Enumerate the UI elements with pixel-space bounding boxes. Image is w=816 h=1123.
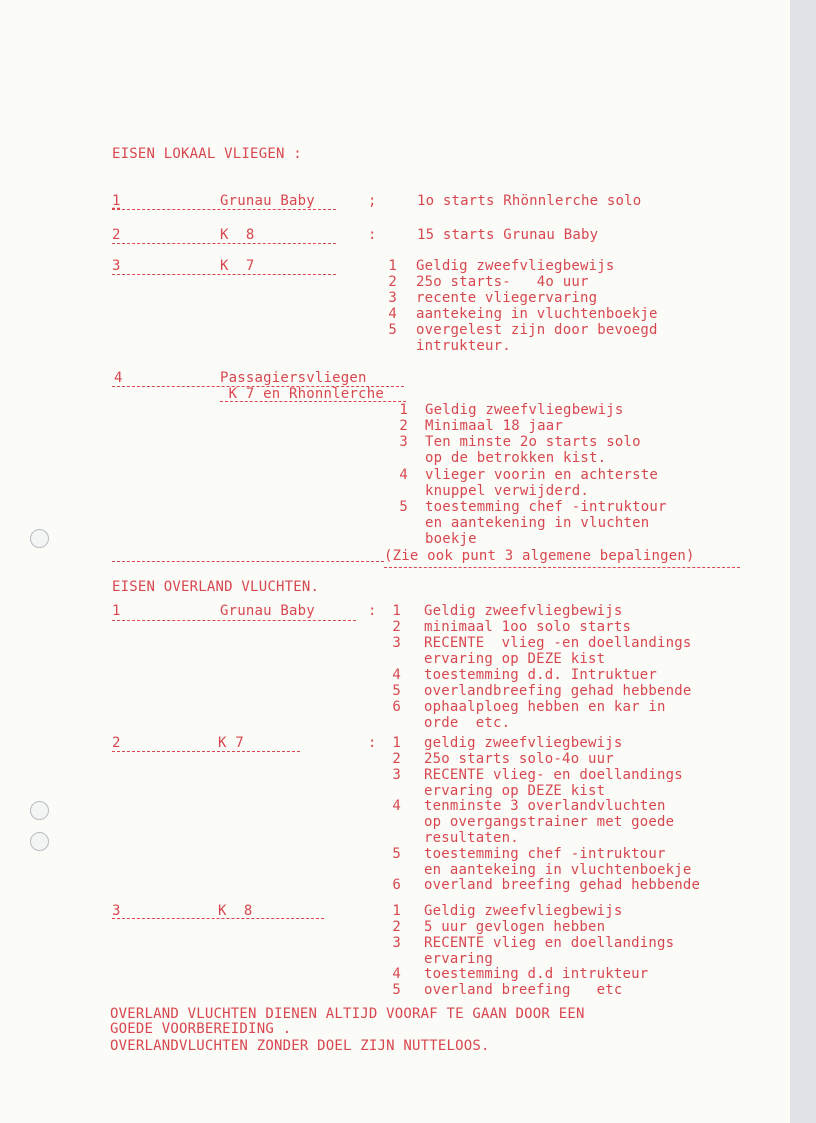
note-zie-ook: (Zie ook punt 3 algemene bepalingen) — [384, 548, 695, 564]
item-number: 1 — [399, 402, 408, 418]
requirement-text: RECENTE vlieg -en doellandings ervaring op DEZE kist — [424, 635, 692, 667]
aircraft-type: K 8 — [218, 903, 253, 919]
item-number: 6 — [392, 877, 401, 893]
item-number: 1 — [388, 258, 397, 274]
footer-line: OVERLAND VLUCHTEN DIENEN ALTIJD VOORAF TE GAAN DOOR EEN — [110, 1006, 585, 1022]
row-underline — [112, 918, 324, 919]
item-number: 3 — [388, 290, 397, 306]
row-number: 2 — [112, 227, 121, 243]
footer-line: OVERLANDVLUCHTEN ZONDER DOEL ZIJN NUTTELOOS. — [110, 1038, 490, 1054]
requirement-text: overland breefing gehad hebbende — [424, 877, 701, 893]
aircraft-type: Passagiersvliegen K 7 en Rhonnlerche — [220, 370, 384, 402]
separator: : — [368, 603, 377, 619]
item-number: 1 — [392, 603, 401, 619]
item-number: 3 — [392, 767, 401, 783]
row-underline — [112, 243, 336, 244]
requirement-text: toestemming chef -intruktour en aantekeing in vluchtenboekje — [424, 846, 692, 878]
requirement-text: 25o starts- 4o uur — [416, 274, 589, 290]
item-number: 4 — [392, 966, 401, 982]
row-underline — [112, 274, 336, 275]
row-underline — [112, 386, 404, 387]
item-number: 2 — [399, 418, 408, 434]
requirement-text: overlandbreefing gehad hebbende — [424, 683, 692, 699]
aircraft-type: K 7 — [218, 735, 244, 751]
aircraft-type: K 7 — [220, 258, 255, 274]
requirement-text: recente vliegervaring — [416, 290, 598, 306]
aircraft-type: K 8 — [220, 227, 255, 243]
item-number: 5 — [388, 322, 397, 338]
row-underline — [220, 401, 406, 402]
item-number: 4 — [399, 467, 408, 483]
row-number: 3 — [112, 903, 121, 919]
row-number: 2 — [112, 735, 121, 751]
item-number: 3 — [399, 434, 408, 450]
row-number: 3 — [112, 258, 121, 274]
requirement-text: ophaalploeg hebben en kar in orde etc. — [424, 699, 666, 731]
item-number: 3 — [392, 635, 401, 651]
separator: ; — [368, 193, 377, 209]
requirement-text: 25o starts solo-4o uur — [424, 751, 614, 767]
item-number: 3 — [392, 935, 401, 951]
requirement-text: RECENTE vlieg en doellandings ervaring — [424, 935, 675, 967]
aircraft-type: Grunau Baby — [220, 603, 315, 619]
requirement-text: 15 starts Grunau Baby — [417, 227, 599, 243]
requirement-text: overgelest zijn door bevoegd intrukteur. — [416, 322, 658, 354]
requirement-text: minimaal 1oo solo starts — [424, 619, 632, 635]
item-number: 6 — [392, 699, 401, 715]
requirement-text: toestemming d.d. Intruktuer — [424, 667, 657, 683]
item-number: 2 — [388, 274, 397, 290]
requirement-text: Geldig zweefvliegbewijs — [424, 603, 623, 619]
separator: : — [368, 227, 377, 243]
item-number: 2 — [392, 919, 401, 935]
requirement-text: Geldig zweefvliegbewijs — [416, 258, 615, 274]
requirement-text: tenminste 3 overlandvluchten op overgangstrainer met goede resultaten. — [424, 798, 675, 846]
item-number: 1 — [392, 735, 401, 751]
item-number: 4 — [388, 306, 397, 322]
item-number: 4 — [392, 667, 401, 683]
punch-hole-icon — [30, 529, 49, 548]
requirement-text: Geldig zweefvliegbewijs — [424, 903, 623, 919]
row-underline — [112, 620, 356, 621]
requirement-text: overland breefing etc — [424, 982, 623, 998]
footer-line: GOEDE VOORBEREIDING . — [110, 1021, 292, 1037]
section-title: EISEN OVERLAND VLUCHTEN. — [112, 579, 320, 595]
item-number: 4 — [392, 798, 401, 814]
dashed-separator — [384, 567, 740, 568]
requirement-text: toestemming chef -intruktour en aantekening in vluchten boekje — [425, 499, 667, 547]
item-number: 5 — [392, 982, 401, 998]
row-number: 1 — [112, 193, 121, 209]
row-underline — [112, 751, 300, 752]
dashed-separator — [112, 561, 384, 562]
item-number: 5 — [399, 499, 408, 515]
punch-hole-icon — [30, 801, 49, 820]
row-underline — [112, 209, 336, 210]
aircraft-type: Grunau Baby — [220, 193, 315, 209]
item-number: 5 — [392, 846, 401, 862]
requirement-text: 5 uur gevlogen hebben — [424, 919, 606, 935]
requirement-text: RECENTE vlieg- en doellandings ervaring op DEZE kist — [424, 767, 683, 799]
requirement-text: Minimaal 18 jaar — [425, 418, 564, 434]
row-number: 1 — [112, 603, 121, 619]
item-number: 2 — [392, 619, 401, 635]
page-title: EISEN LOKAAL VLIEGEN : — [112, 146, 302, 162]
requirement-text: Ten minste 2o starts solo op de betrokken kist. — [425, 434, 641, 466]
requirement-text: vlieger voorin en achterste knuppel verwijderd. — [425, 467, 658, 499]
requirement-text: aantekeing in vluchtenboekje — [416, 306, 658, 322]
requirement-text: 1o starts Rhönnlerche solo — [417, 193, 642, 209]
item-number: 2 — [392, 751, 401, 767]
requirement-text: geldig zweefvliegbewijs — [424, 735, 623, 751]
row-number: 4 — [114, 370, 123, 386]
punch-hole-icon — [30, 832, 49, 851]
requirement-text: toestemming d.d intrukteur — [424, 966, 649, 982]
background-edge — [790, 0, 816, 1123]
item-number: 5 — [392, 683, 401, 699]
requirement-text: Geldig zweefvliegbewijs — [425, 402, 624, 418]
item-number: 1 — [392, 903, 401, 919]
separator: : — [368, 735, 377, 751]
